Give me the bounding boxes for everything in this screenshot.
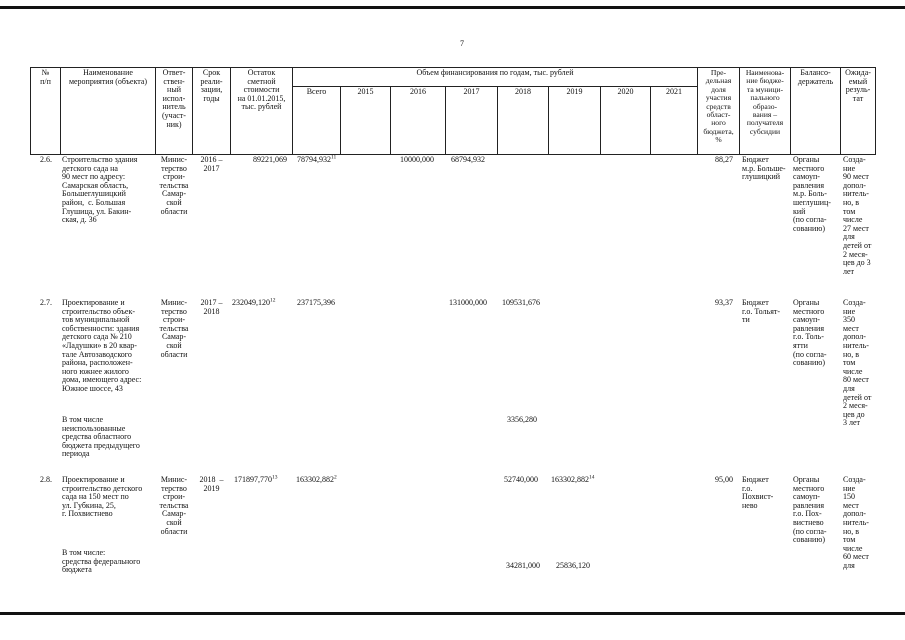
row-term: 2017 – 2018	[200, 298, 223, 316]
row-result: Созда- ние 90 мест допол- нитель- но, в том числе 27 мест для детей от 2 меся- цев до 3 лет	[843, 155, 872, 276]
row-holder: Органы местного самоуп- равления г.о. Пох- вистнево (по согла- сованию)	[793, 475, 827, 545]
row-number: 2.8.	[40, 475, 52, 484]
header-holder: Балансо- держатель	[797, 68, 834, 86]
row-holder: Органы местного самоуп- равления м.р. Боль- шеглушиц- кий (по согла- сованию)	[793, 155, 831, 233]
row-sub-2019: 25836,120	[556, 561, 590, 570]
row-budget: Бюджет г.о. Тольят- ти	[742, 298, 781, 325]
row-term: 2018 – 2019	[199, 475, 224, 493]
header-year-2016: 2016	[410, 87, 426, 96]
header-share: Пре- дельная доля участия средств област- ного бюджета, %	[703, 68, 734, 145]
funding-subheader-line	[292, 86, 697, 87]
row-name: Проектирование и строительство детского сада на 150 мест по ул. Губкина, 25, г. Похвистнево	[62, 475, 143, 519]
row-sub-name: В том числе: средства федерального бюджета	[62, 548, 141, 575]
row-name: Строительство здания детского сада на 90 мест по адресу: Самарская область, Большеглушицкий район, с. Большая Глушица, ул. Бакин- ская, д. 36	[62, 155, 138, 225]
row-number: 2.6.	[40, 155, 52, 164]
row-responsible: Минис- терство строи- тельства Самар- ской области	[159, 155, 189, 216]
page-number: 7	[460, 39, 464, 48]
row-total: 78794,932$^{11}$	[297, 154, 337, 164]
header-year-2019: 2019	[566, 87, 583, 96]
bottom-rule	[0, 612, 905, 615]
row-share: 95,00	[715, 475, 733, 484]
header-responsible: Ответ- ствен- ный испол- нитель (участ- ник)	[162, 68, 186, 129]
row-sub-name: В том числе неиспользованные средства областного бюджета предыдущего периода	[62, 415, 140, 459]
col-sep	[875, 67, 876, 155]
row-name: Проектирование и строительство объек- тов муниципальной собственности: здания детского сада № 210 «Ладушки» в 20 квар- тале Автозаводского района, расположен- ного южнее жилого дома, имеющего адрес: Южное шоссе, 43	[62, 298, 142, 393]
row-share: 93,37	[715, 298, 733, 307]
row-number: 2.7.	[40, 298, 52, 307]
row-remaining-cost: 232049,120$^{12}$	[232, 297, 276, 307]
header-num: № п/п	[40, 68, 51, 86]
col-sep	[292, 67, 293, 155]
row-result: Созда- ние 150 мест допол- нитель- но, в том числе 60 мест для	[843, 475, 869, 570]
header-term: Срок реали- зации, годы	[200, 68, 223, 103]
top-rule	[0, 6, 905, 9]
header-year-2020: 2020	[617, 87, 634, 96]
header-funding-title: Объем финансирования по годам, тыс. рублей	[416, 68, 574, 77]
row-2018: 52740,000	[504, 475, 538, 484]
header-year-total: Всего	[306, 87, 327, 96]
row-2018: 109531,676	[502, 298, 540, 307]
row-2016: 10000,000	[400, 155, 434, 164]
row-term: 2016 – 2017	[200, 155, 223, 173]
row-budget: Бюджет м.р. Больше- глушицкий	[742, 155, 786, 182]
header-year-2021: 2021	[666, 87, 682, 96]
row-2017: 68794,932	[451, 155, 485, 164]
row-share: 88,27	[715, 155, 733, 164]
row-budget: Бюджет г.о. Похвист- нево	[742, 475, 774, 510]
row-holder: Органы местного самоуп- равления г.о. Толь- ятти (по согла- сованию)	[793, 298, 827, 368]
row-responsible: Минис- терство строи- тельства Самар- ской области	[159, 298, 189, 359]
row-2017: 131000,000	[449, 298, 487, 307]
row-sub-2018: 34281,000	[506, 561, 540, 570]
header-name: Наименование мероприятия (объекта)	[68, 68, 148, 86]
row-total: 237175,396	[297, 298, 335, 307]
header-budget: Наименова- ние бюдже- та муници- пального образо- вания – получателя субсидии	[745, 68, 785, 136]
header-year-2018: 2018	[515, 87, 531, 96]
row-remaining-cost: 171897,770$^{13}$	[234, 474, 278, 484]
header-year-2015: 2015	[357, 87, 374, 96]
row-2019: 163302,882$^{14}$	[551, 474, 595, 484]
header-remaining-cost: Остаток сметной стоимости на 01.01.2015, тыс. рублей	[237, 68, 286, 112]
row-sub-2018: 3356,280	[507, 415, 537, 424]
row-result: Созда- ние 350 мест допол- нитель- но, в том числе 80 мест для детей от 2 меся- цев до 3 лет	[843, 298, 872, 428]
header-year-2017: 2017	[463, 87, 480, 96]
row-responsible: Минис- терство строи- тельства Самар- ской области	[159, 475, 189, 536]
header-result: Ожида- емый резуль- тат	[845, 68, 871, 103]
row-remaining-cost: 89221,069	[253, 155, 287, 164]
row-total: 163302,882$^2$	[296, 474, 337, 484]
